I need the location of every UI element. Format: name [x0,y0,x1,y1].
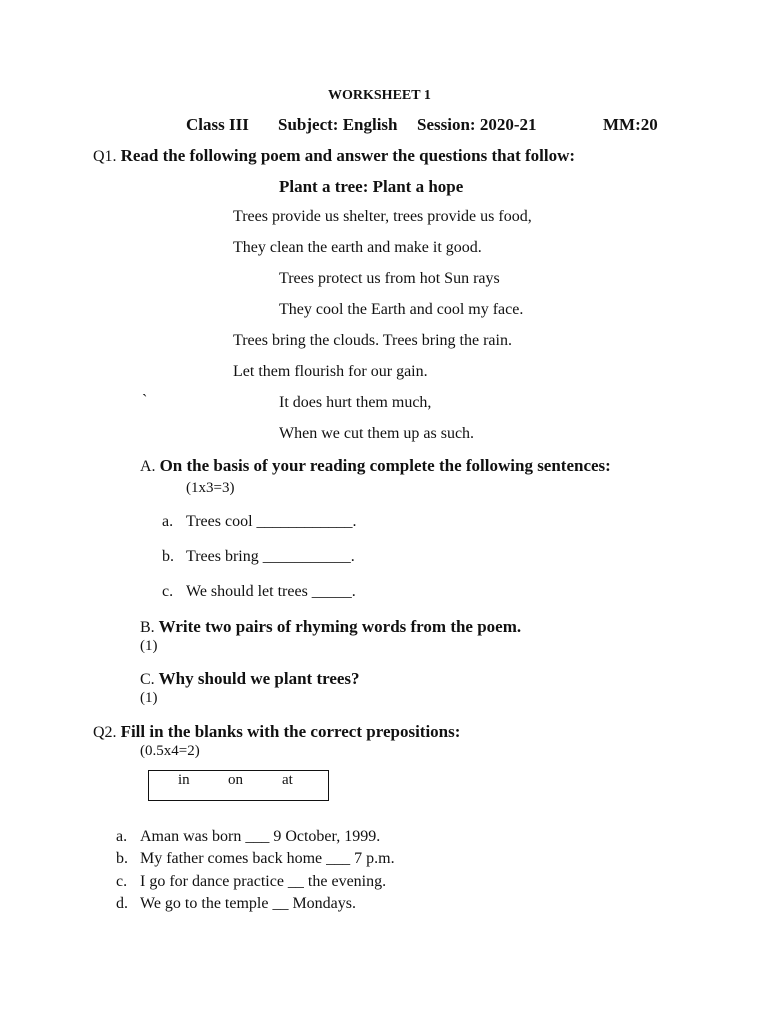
q1a-text: On the basis of your reading complete the following sentences: [159,456,611,475]
q1a-item-text: Trees cool ____________. [186,513,357,530]
q1a-item-marker: c. [162,583,174,600]
q2-item-marker: b. [116,850,128,867]
poem-line: Trees bring the clouds. Trees bring the rain. [233,332,512,349]
q2-item-marker: a. [116,828,128,845]
q1b-marks: (1) [140,638,158,654]
poem-line: Let them flourish for our gain. [233,363,428,380]
poem-line: It does hurt them much, [279,394,432,411]
poem-title: Plant a tree: Plant a hope [279,177,464,196]
q2-item-marker: d. [116,895,128,912]
poem-line: Trees provide us shelter, trees provide us food, [233,208,532,225]
q1c-text: Why should we plant trees? [158,669,360,688]
session-label: Session: 2020-21 [417,115,537,134]
q1-heading [93,146,575,166]
max-marks-label: MM:20 [603,115,658,134]
q1c-label: C. [140,671,155,688]
q1a-marks: (1x3=3) [186,480,235,496]
q1a-item-text: Trees bring ___________. [186,548,355,565]
q1a-item-marker: a. [162,513,174,530]
q1-text: Read the following poem and answer the questions that follow: [120,146,576,165]
q1a-item-text: We should let trees _____. [186,583,356,600]
poem-line: When we cut them up as such. [279,425,475,442]
q2-heading [93,722,460,742]
q2-item-text: Aman was born ___ 9 October, 1999. [140,828,381,845]
class-label: Class III [186,115,249,134]
option-in: in [178,772,190,788]
q1b-text: Write two pairs of rhyming words from the poem. [158,617,522,636]
q1c-marks: (1) [140,690,158,706]
poem-line: They clean the earth and make it good. [233,239,482,256]
q2-marks: (0.5x4=2) [140,743,200,759]
q1-number: Q1. [93,148,117,165]
q1c-heading [140,669,360,689]
stray-backtick: ` [142,392,148,409]
q2-item-text: My father comes back home ___ 7 p.m. [140,850,395,867]
q2-number: Q2. [93,724,117,741]
option-at: at [282,772,293,788]
q2-text: Fill in the blanks with the correct prepositions: [120,722,461,741]
q1b-heading [140,617,521,637]
q1a-label: A. [140,458,156,475]
option-on: on [228,772,243,788]
q2-item-text: I go for dance practice __ the evening. [140,873,387,890]
subject-label: Subject: English [278,115,398,134]
q1a-item-marker: b. [162,548,174,565]
q1a-heading [140,456,611,476]
q2-item-marker: c. [116,873,128,890]
q1b-label: B. [140,619,155,636]
poem-line: They cool the Earth and cool my face. [279,301,524,318]
poem-line: Trees protect us from hot Sun rays [279,270,500,287]
q2-item-text: We go to the temple __ Mondays. [140,895,357,912]
worksheet-title: WORKSHEET 1 [328,88,431,103]
